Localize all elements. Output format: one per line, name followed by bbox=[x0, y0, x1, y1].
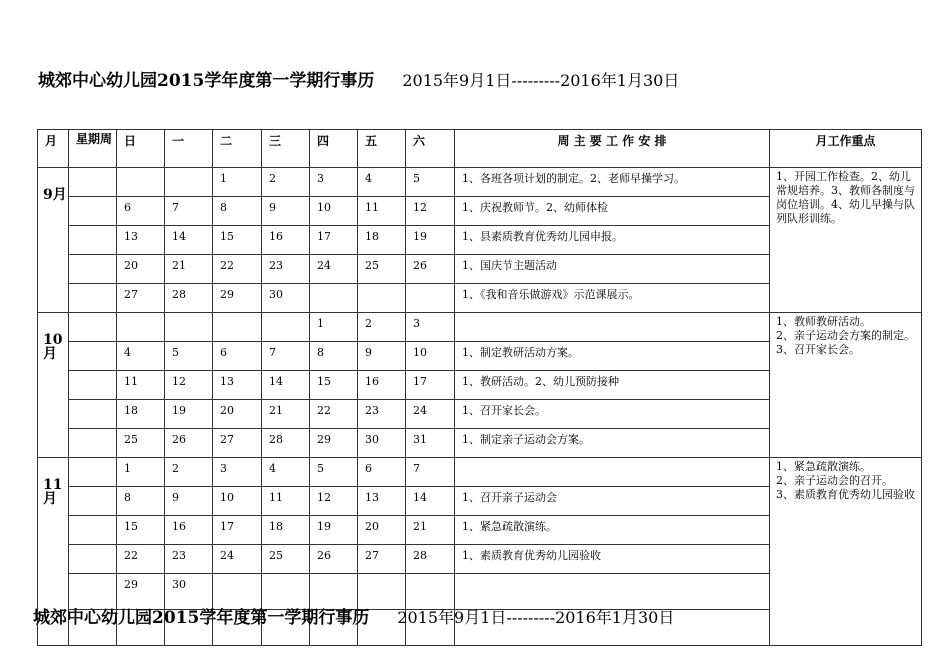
day-cell: 11 bbox=[262, 487, 310, 516]
header-row bbox=[38, 130, 922, 168]
week-task: 1、县素质教育优秀幼儿园申报。 bbox=[455, 226, 770, 255]
week-task: 1、召开家长会。 bbox=[455, 400, 770, 429]
day-cell: 4 bbox=[117, 342, 165, 371]
week-task: 1、国庆节主题活动 bbox=[455, 255, 770, 284]
day-cell: 7 bbox=[406, 458, 455, 487]
day-cell: 18 bbox=[358, 226, 406, 255]
day-cell bbox=[406, 284, 455, 313]
day-cell: 11 bbox=[358, 197, 406, 226]
header-week: 星期周 bbox=[69, 130, 117, 168]
day-cell: 26 bbox=[406, 255, 455, 284]
week-task: 1、素质教育优秀幼儿园验收 bbox=[455, 545, 770, 574]
week-task: 1、教研活动。2、幼儿预防接种 bbox=[455, 371, 770, 400]
day-cell: 31 bbox=[406, 429, 455, 458]
day-cell: 16 bbox=[165, 516, 213, 545]
week-task: 1、制定教研活动方案。 bbox=[455, 342, 770, 371]
day-cell: 25 bbox=[262, 545, 310, 574]
calendar-title: 城郊中心幼儿园2015学年度第一学期行事历 bbox=[38, 71, 375, 91]
week-row bbox=[38, 458, 922, 487]
day-cell: 15 bbox=[310, 371, 358, 400]
day-cell bbox=[262, 313, 310, 342]
day-cell: 4 bbox=[358, 168, 406, 197]
day-cell: 21 bbox=[262, 400, 310, 429]
page-header-repeat bbox=[33, 603, 674, 628]
week-number-cell bbox=[69, 487, 117, 516]
header-mon: 一 bbox=[165, 130, 213, 168]
header-focus: 月工作重点 bbox=[770, 130, 922, 168]
day-cell: 23 bbox=[165, 545, 213, 574]
day-cell: 22 bbox=[117, 545, 165, 574]
day-cell: 17 bbox=[310, 226, 358, 255]
day-cell: 15 bbox=[213, 226, 262, 255]
day-cell: 20 bbox=[358, 516, 406, 545]
day-cell bbox=[117, 313, 165, 342]
day-cell: 16 bbox=[358, 371, 406, 400]
header-sat: 六 bbox=[406, 130, 455, 168]
day-cell: 28 bbox=[406, 545, 455, 574]
week-task bbox=[455, 313, 770, 342]
day-cell: 19 bbox=[165, 400, 213, 429]
day-cell: 17 bbox=[213, 516, 262, 545]
week-task: 1、《我和音乐做游戏》示范课展示。 bbox=[455, 284, 770, 313]
day-cell: 27 bbox=[358, 545, 406, 574]
day-cell bbox=[165, 313, 213, 342]
day-cell: 3 bbox=[310, 168, 358, 197]
day-cell: 20 bbox=[117, 255, 165, 284]
day-cell: 10 bbox=[310, 197, 358, 226]
month-focus-item: 3、召开家长会。 bbox=[776, 343, 860, 356]
month-label: 9月 bbox=[38, 168, 69, 313]
day-cell: 23 bbox=[358, 400, 406, 429]
month-focus-item: 1、紧急疏散演练。 bbox=[776, 460, 871, 473]
day-cell: 7 bbox=[165, 197, 213, 226]
header-sun: 日 bbox=[117, 130, 165, 168]
day-cell: 14 bbox=[406, 487, 455, 516]
day-cell: 25 bbox=[358, 255, 406, 284]
day-cell: 6 bbox=[117, 197, 165, 226]
day-cell: 28 bbox=[262, 429, 310, 458]
school-calendar-table bbox=[37, 129, 922, 646]
day-cell: 18 bbox=[262, 516, 310, 545]
day-cell: 14 bbox=[262, 371, 310, 400]
month-focus bbox=[770, 458, 922, 646]
day-cell: 24 bbox=[213, 545, 262, 574]
week-number-cell bbox=[69, 168, 117, 197]
day-cell: 13 bbox=[213, 371, 262, 400]
header-thu: 四 bbox=[310, 130, 358, 168]
day-cell: 27 bbox=[213, 429, 262, 458]
day-cell bbox=[213, 313, 262, 342]
day-cell: 21 bbox=[406, 516, 455, 545]
day-cell: 28 bbox=[165, 284, 213, 313]
week-number-cell bbox=[69, 400, 117, 429]
calendar-title-repeat: 城郊中心幼儿园2015学年度第一学期行事历 bbox=[33, 608, 370, 628]
day-cell: 22 bbox=[310, 400, 358, 429]
day-cell: 17 bbox=[406, 371, 455, 400]
day-cell: 2 bbox=[358, 313, 406, 342]
header-wed: 三 bbox=[262, 130, 310, 168]
day-cell: 29 bbox=[213, 284, 262, 313]
week-number-cell bbox=[69, 197, 117, 226]
day-cell: 9 bbox=[262, 197, 310, 226]
day-cell: 13 bbox=[117, 226, 165, 255]
week-number-cell bbox=[69, 545, 117, 574]
week-number-cell bbox=[69, 516, 117, 545]
day-cell: 21 bbox=[165, 255, 213, 284]
day-cell: 8 bbox=[213, 197, 262, 226]
week-task: 1、制定亲子运动会方案。 bbox=[455, 429, 770, 458]
day-cell: 6 bbox=[358, 458, 406, 487]
day-cell: 27 bbox=[117, 284, 165, 313]
day-cell: 6 bbox=[213, 342, 262, 371]
week-task: 1、庆祝教师节。2、幼师体检 bbox=[455, 197, 770, 226]
week-number-cell bbox=[69, 429, 117, 458]
day-cell: 13 bbox=[358, 487, 406, 516]
month-focus-item: 2、亲子运动会的召开。 bbox=[776, 474, 893, 487]
day-cell: 18 bbox=[117, 400, 165, 429]
day-cell: 12 bbox=[406, 197, 455, 226]
day-cell: 1 bbox=[117, 458, 165, 487]
day-cell: 19 bbox=[310, 516, 358, 545]
day-cell: 5 bbox=[310, 458, 358, 487]
day-cell bbox=[310, 284, 358, 313]
month-focus bbox=[770, 313, 922, 458]
day-cell: 3 bbox=[213, 458, 262, 487]
day-cell bbox=[165, 168, 213, 197]
day-cell: 25 bbox=[117, 429, 165, 458]
day-cell: 24 bbox=[310, 255, 358, 284]
day-cell: 23 bbox=[262, 255, 310, 284]
day-cell: 30 bbox=[165, 574, 213, 610]
day-cell: 26 bbox=[165, 429, 213, 458]
header-fri: 五 bbox=[358, 130, 406, 168]
week-task: 1、各班各项计划的制定。2、老师早操学习。 bbox=[455, 168, 770, 197]
day-cell: 10 bbox=[213, 487, 262, 516]
month-focus-item: 3、素质教育优秀幼儿园验收 bbox=[776, 488, 915, 501]
day-cell: 7 bbox=[262, 342, 310, 371]
day-cell: 15 bbox=[117, 516, 165, 545]
day-cell: 30 bbox=[262, 284, 310, 313]
day-cell: 9 bbox=[165, 487, 213, 516]
week-number-cell bbox=[69, 342, 117, 371]
day-cell: 11 bbox=[117, 371, 165, 400]
day-cell: 14 bbox=[165, 226, 213, 255]
header-month: 月 bbox=[38, 130, 69, 168]
day-cell bbox=[117, 168, 165, 197]
week-number-cell bbox=[69, 313, 117, 342]
month-label: 10月 bbox=[38, 313, 69, 458]
week-row bbox=[38, 168, 922, 197]
day-cell: 30 bbox=[358, 429, 406, 458]
month-focus-item: 1、教师教研活动。 bbox=[776, 315, 871, 328]
day-cell: 16 bbox=[262, 226, 310, 255]
week-number-cell bbox=[69, 255, 117, 284]
day-cell: 22 bbox=[213, 255, 262, 284]
month-focus-item: 2、亲子运动会方案的制定。 bbox=[776, 329, 915, 342]
day-cell: 1 bbox=[213, 168, 262, 197]
week-task: 1、召开亲子运动会 bbox=[455, 487, 770, 516]
date-range: 2015年9月1日---------2016年1月30日 bbox=[402, 71, 680, 90]
day-cell: 1 bbox=[310, 313, 358, 342]
date-range-repeat: 2015年9月1日---------2016年1月30日 bbox=[397, 608, 675, 627]
day-cell bbox=[358, 284, 406, 313]
day-cell: 2 bbox=[165, 458, 213, 487]
day-cell: 9 bbox=[358, 342, 406, 371]
day-cell: 29 bbox=[117, 574, 165, 610]
calendar-body bbox=[38, 168, 922, 646]
week-task bbox=[455, 458, 770, 487]
day-cell: 12 bbox=[165, 371, 213, 400]
day-cell: 29 bbox=[310, 429, 358, 458]
week-number-cell bbox=[69, 226, 117, 255]
day-cell: 5 bbox=[165, 342, 213, 371]
week-number-cell bbox=[69, 458, 117, 487]
day-cell: 4 bbox=[262, 458, 310, 487]
day-cell: 8 bbox=[310, 342, 358, 371]
header-tue: 二 bbox=[213, 130, 262, 168]
day-cell: 3 bbox=[406, 313, 455, 342]
week-row bbox=[38, 313, 922, 342]
day-cell: 19 bbox=[406, 226, 455, 255]
month-focus: 1、开园工作检查。2、幼儿常规培养。3、教师各制度与岗位培训。4、幼儿早操与队列队形训练。 bbox=[770, 168, 922, 313]
day-cell: 2 bbox=[262, 168, 310, 197]
week-number-cell bbox=[69, 284, 117, 313]
day-cell: 12 bbox=[310, 487, 358, 516]
day-cell: 20 bbox=[213, 400, 262, 429]
day-cell: 24 bbox=[406, 400, 455, 429]
month-label: 11月 bbox=[38, 458, 69, 646]
day-cell: 5 bbox=[406, 168, 455, 197]
page-header bbox=[38, 66, 679, 91]
week-number-cell bbox=[69, 371, 117, 400]
day-cell: 10 bbox=[406, 342, 455, 371]
header-tasks: 周 主 要 工 作 安 排 bbox=[455, 130, 770, 168]
day-cell: 8 bbox=[117, 487, 165, 516]
week-task: 1、紧急疏散演练。 bbox=[455, 516, 770, 545]
day-cell: 26 bbox=[310, 545, 358, 574]
